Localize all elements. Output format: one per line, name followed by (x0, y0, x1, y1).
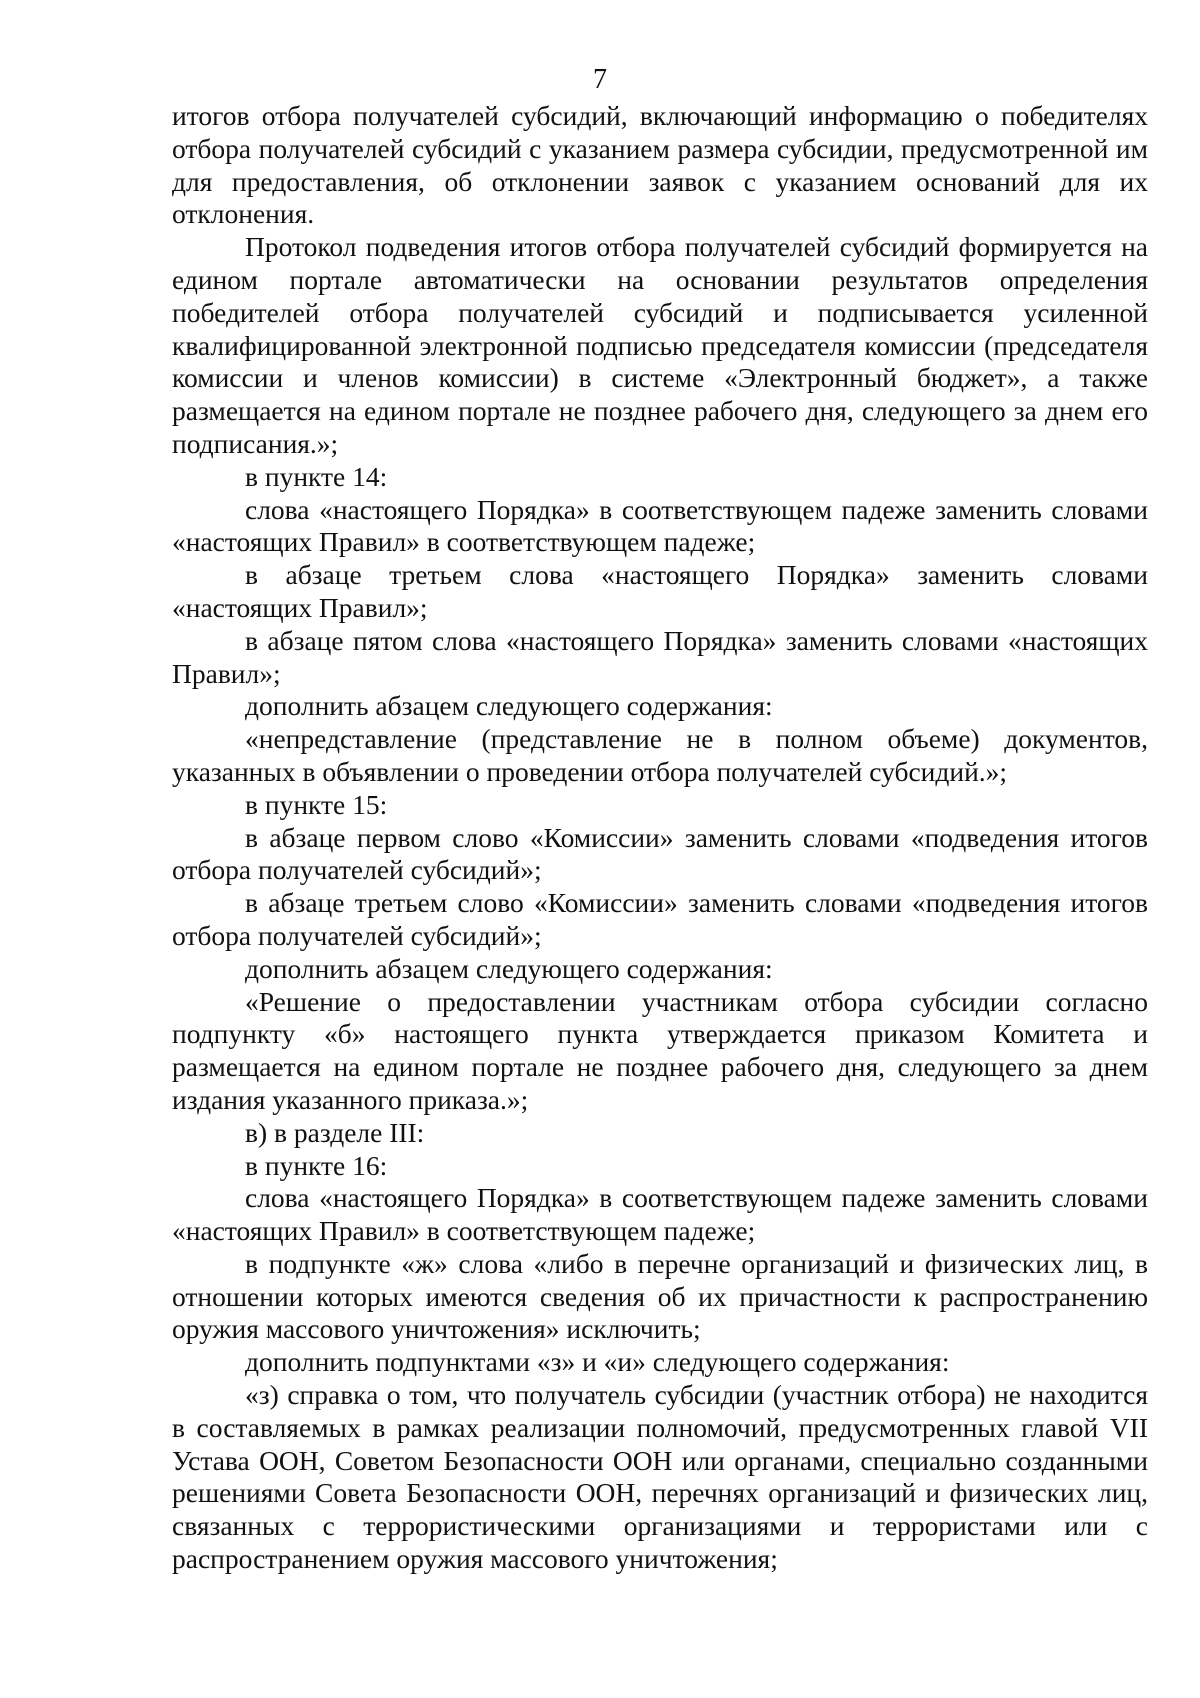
document-body (172, 100, 1148, 1576)
paragraph-first-abzac-15: в абзаце первом слово «Комиссии» заменить словами «подведения итогов отбора получателей субсидий»; (172, 821, 1148, 886)
paragraph-words-replace-1: слова «настоящего Порядка» в соответствующем падеже заменить словами «настоящих Правил» в соответствующем падеже; (172, 493, 1148, 558)
paragraph-reshenie: «Решение о предоставлении участникам отбора субсидии согласно подпункту «б» настоящего пункта утверждается приказом Комитета и размещается на едином портале не позднее рабочего дня, следующего за днем издания указанного приказа.»; (172, 985, 1148, 1115)
paragraph-protocol: Протокол подведения итогов отбора получателей субсидий формируется на едином портале автоматически на основании результатов определения победителей отбора получателей субсидий и подписывается усиленной квалифицированной электронной подписью председателя комиссии (председателя комиссии и членов комиссии) в системе «Электронный бюджет», а также размещается на едином портале не позднее рабочего дня, следующего за днем его подписания.»; (172, 231, 1148, 459)
paragraph-point-15: в пункте 15: (245, 788, 388, 820)
paragraph-words-replace-2: слова «настоящего Порядка» в соответствующем падеже заменить словами «настоящих Правил» в соответствующем падеже; (172, 1182, 1148, 1247)
page-number: 7 (593, 64, 607, 95)
paragraph-section-3: в) в разделе III: (245, 1116, 425, 1148)
paragraph-continuation: итогов отбора получателей субсидий, включающий информацию о победителях отбора получателей субсидий с указанием размера субсидии, предусмотренной им для предоставления, об отклонении заявок с указанием оснований для их отклонения. (172, 100, 1148, 230)
paragraph-point-14: в пункте 14: (245, 460, 388, 492)
paragraph-subpoint-z: «з) справка о том, что получатель субсидии (участник отбора) не находится в составляемых в рамках реализации полномочий, предусмотренных главой VII Устава ООН, Советом Безопасности ООН или органами, специально созданными решениями Совета Безопасности ООН, перечнях организаций и физических лиц, связанных с террористическими организациями и террористами или с распространением оружия массового уничтожения; (172, 1379, 1148, 1575)
paragraph-subpoint-zh: в подпункте «ж» слова «либо в перечне организаций и физических лиц, в отношении которых имеются сведения об их причастности к распространению оружия массового уничтожения» исключить; (172, 1247, 1148, 1345)
paragraph-third-abzac-15: в абзаце третьем слово «Комиссии» заменить словами «подведения итогов отбора получателей субсидий»; (172, 887, 1148, 951)
paragraph-add-subpoints: дополнить подпунктами «з» и «и» следующего содержания: (245, 1346, 950, 1378)
paragraph-point-16: в пункте 16: (245, 1149, 388, 1181)
paragraph-add-abzac-15: дополнить абзацем следующего содержания: (245, 952, 773, 984)
paragraph-add-abzac-14: дополнить абзацем следующего содержания: (245, 690, 773, 722)
paragraph-fifth-abzac-14: в абзаце пятом слова «настоящего Порядка» заменить словами «настоящих Правил»; (172, 624, 1148, 689)
paragraph-third-abzac-14: в абзаце третьем слова «настоящего Порядка» заменить словами «настоящих Правил»; (172, 559, 1148, 623)
paragraph-nepredstavlenie: «непредставление (представление не в полном объеме) документов, указанных в объявлении о проведении отбора получателей субсидий.»; (172, 723, 1148, 787)
